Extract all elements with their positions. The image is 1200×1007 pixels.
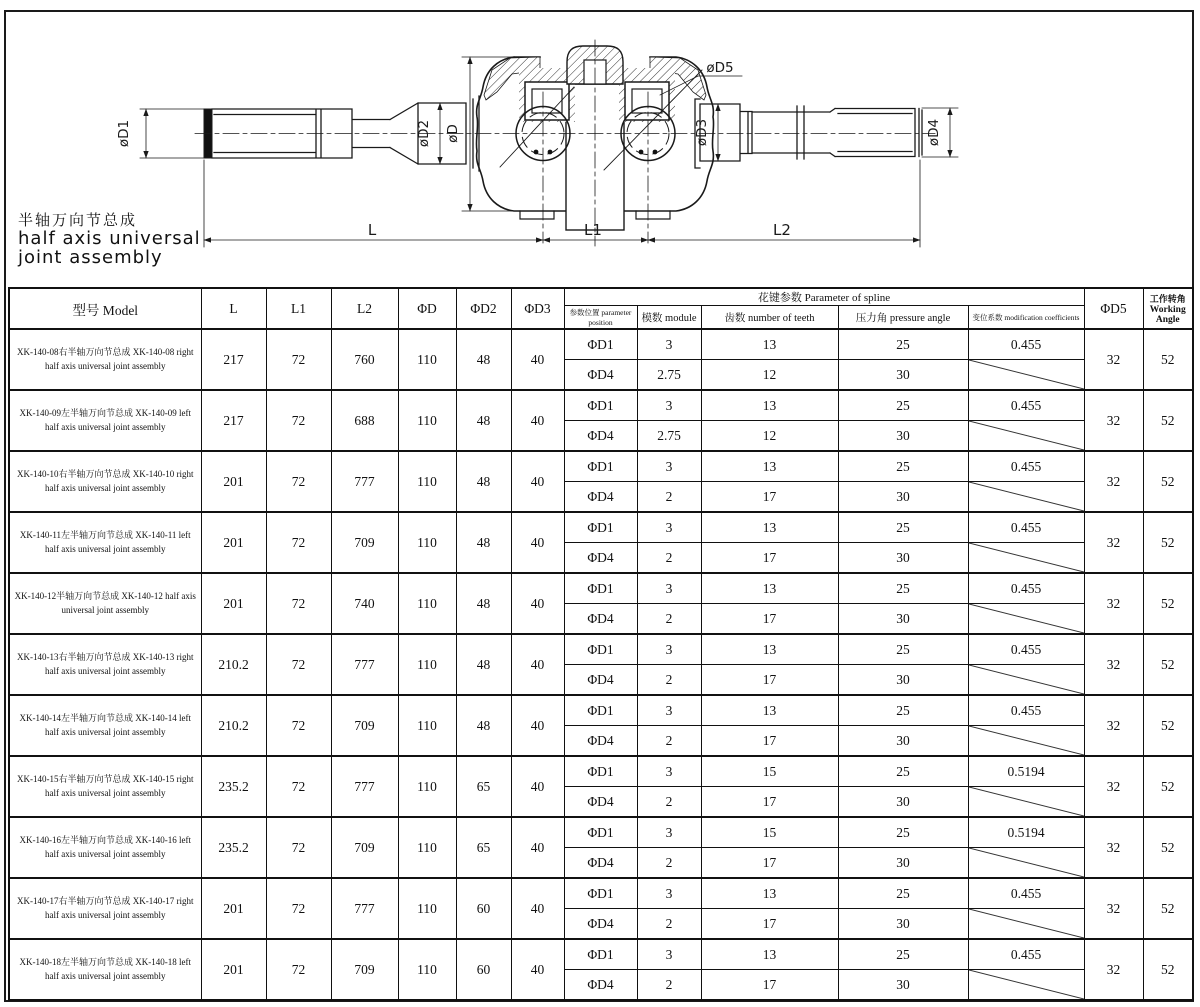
cell-D: 110 <box>398 573 456 634</box>
cell-D2: 60 <box>456 878 511 939</box>
cell-d1-module: 3 <box>637 756 701 787</box>
cell-d1-module: 3 <box>637 878 701 909</box>
cell-D2: 48 <box>456 329 511 390</box>
cell-d4-module: 2 <box>637 909 701 940</box>
diagonal-slash <box>969 909 1084 938</box>
cell-D2: 48 <box>456 390 511 451</box>
cell-working-angle: 52 <box>1143 939 1193 1000</box>
cell-L2: 709 <box>331 695 398 756</box>
cell-d1-coefficient: 0.455 <box>968 939 1084 970</box>
cell-d4-teeth: 17 <box>701 787 838 818</box>
header-model: 型号 Model <box>9 288 201 329</box>
model-cell: XK-140-12半轴万向节总成 XK-140-12 half axis universal joint assembly <box>9 573 201 634</box>
header-D5: ΦD5 <box>1084 288 1143 329</box>
header-D2: ΦD2 <box>456 288 511 329</box>
cell-d4-teeth: 17 <box>701 482 838 513</box>
label-d5: øD5 <box>706 60 734 76</box>
cell-D2: 48 <box>456 512 511 573</box>
cell-d4-module: 2 <box>637 970 701 1001</box>
cell-d4-module: 2 <box>637 848 701 879</box>
cell-d4-position: ΦD4 <box>564 604 637 635</box>
cell-d4-pressure: 30 <box>838 665 968 696</box>
diagonal-slash <box>969 787 1084 816</box>
cell-L: 217 <box>201 329 266 390</box>
header-D: ΦD <box>398 288 456 329</box>
table-row <box>9 512 1193 543</box>
cell-D3: 40 <box>511 573 564 634</box>
label-d: øD <box>445 124 461 143</box>
cell-d4-module: 2 <box>637 665 701 696</box>
diagonal-slash <box>969 604 1084 633</box>
cell-L2: 709 <box>331 939 398 1000</box>
cell-working-angle: 52 <box>1143 756 1193 817</box>
cell-d1-position: ΦD1 <box>564 512 637 543</box>
cell-d1-position: ΦD1 <box>564 329 637 360</box>
cell-d1-position: ΦD1 <box>564 390 637 421</box>
cell-L2: 740 <box>331 573 398 634</box>
cell-d1-coefficient: 0.455 <box>968 573 1084 604</box>
cell-d4-pressure: 30 <box>838 848 968 879</box>
cell-L1: 72 <box>266 756 331 817</box>
cell-d1-module: 3 <box>637 695 701 726</box>
cell-d1-teeth: 13 <box>701 512 838 543</box>
cell-d1-position: ΦD1 <box>564 817 637 848</box>
cell-D: 110 <box>398 756 456 817</box>
cell-L2: 688 <box>331 390 398 451</box>
cell-d4-module: 2 <box>637 726 701 757</box>
label-d1: øD1 <box>116 119 132 148</box>
cell-d1-module: 3 <box>637 634 701 665</box>
header-parameter-position: 参数位置 parameter position <box>564 306 637 330</box>
table-row <box>9 451 1193 482</box>
cell-L: 235.2 <box>201 756 266 817</box>
title-en-line1: half axis universal <box>18 227 201 249</box>
cell-D: 110 <box>398 939 456 1000</box>
model-cell: XK-140-11左半轴万向节总成 XK-140-11 left half axis universal joint assembly <box>9 512 201 573</box>
cell-d4-module: 2.75 <box>637 421 701 452</box>
cell-D3: 40 <box>511 451 564 512</box>
cell-D2: 48 <box>456 451 511 512</box>
cell-d1-teeth: 13 <box>701 695 838 726</box>
cell-working-angle: 52 <box>1143 390 1193 451</box>
cell-D3: 40 <box>511 878 564 939</box>
cell-d4-coefficient-blank <box>968 421 1084 452</box>
header-spline-banner: 花键参数 Parameter of spline <box>564 288 1084 306</box>
diagonal-slash <box>969 848 1084 877</box>
model-cell: XK-140-09左半轴万向节总成 XK-140-09 left half axis universal joint assembly <box>9 390 201 451</box>
cell-d1-coefficient: 0.455 <box>968 329 1084 360</box>
cell-d4-position: ΦD4 <box>564 848 637 879</box>
cell-d4-coefficient-blank <box>968 726 1084 757</box>
cell-D3: 40 <box>511 939 564 1000</box>
cell-D3: 40 <box>511 390 564 451</box>
cell-D3: 40 <box>511 817 564 878</box>
table-row <box>9 390 1193 421</box>
cell-d4-position: ΦD4 <box>564 970 637 1001</box>
cell-d4-module: 2 <box>637 543 701 574</box>
cell-d4-pressure: 30 <box>838 360 968 391</box>
table-row <box>9 329 1193 360</box>
cell-D5: 32 <box>1084 695 1143 756</box>
cell-d4-position: ΦD4 <box>564 482 637 513</box>
cell-d1-coefficient: 0.455 <box>968 695 1084 726</box>
cell-L1: 72 <box>266 512 331 573</box>
cell-d1-teeth: 13 <box>701 878 838 909</box>
header-L2: L2 <box>331 288 398 329</box>
cell-L: 201 <box>201 451 266 512</box>
model-cell: XK-140-18左半轴万向节总成 XK-140-18 left half axis universal joint assembly <box>9 939 201 1000</box>
cell-d1-teeth: 13 <box>701 329 838 360</box>
cell-d4-teeth: 17 <box>701 726 838 757</box>
cell-d1-module: 3 <box>637 512 701 543</box>
cell-d4-coefficient-blank <box>968 360 1084 391</box>
cell-D3: 40 <box>511 695 564 756</box>
label-L: L <box>367 221 377 239</box>
header-L1: L1 <box>266 288 331 329</box>
cell-D5: 32 <box>1084 390 1143 451</box>
diagonal-slash <box>969 482 1084 511</box>
model-cell: XK-140-10右半轴万向节总成 XK-140-10 right half axis universal joint assembly <box>9 451 201 512</box>
cell-d4-teeth: 17 <box>701 909 838 940</box>
label-L2: L2 <box>773 221 791 239</box>
cell-d1-pressure: 25 <box>838 695 968 726</box>
header-modification-coefficients: 变位系数 modification coefficients <box>968 306 1084 330</box>
cell-d4-position: ΦD4 <box>564 909 637 940</box>
table-row <box>9 817 1193 848</box>
cell-d1-coefficient: 0.455 <box>968 390 1084 421</box>
cell-D2: 48 <box>456 573 511 634</box>
label-d2: øD2 <box>416 119 432 148</box>
cell-L: 201 <box>201 512 266 573</box>
cell-d1-module: 3 <box>637 390 701 421</box>
cell-D5: 32 <box>1084 634 1143 695</box>
cell-d1-position: ΦD1 <box>564 573 637 604</box>
drawing-title-block <box>18 212 201 268</box>
cell-L1: 72 <box>266 451 331 512</box>
cell-L1: 72 <box>266 939 331 1000</box>
cell-D: 110 <box>398 817 456 878</box>
cell-D5: 32 <box>1084 878 1143 939</box>
cell-L2: 709 <box>331 512 398 573</box>
table-row <box>9 878 1193 909</box>
cell-d4-teeth: 12 <box>701 421 838 452</box>
model-cell: XK-140-08右半轴万向节总成 XK-140-08 right half axis universal joint assembly <box>9 329 201 390</box>
cell-d1-coefficient: 0.455 <box>968 878 1084 909</box>
cell-d4-coefficient-blank <box>968 909 1084 940</box>
cell-d1-module: 3 <box>637 817 701 848</box>
cell-L1: 72 <box>266 695 331 756</box>
cell-d4-pressure: 30 <box>838 421 968 452</box>
cell-D: 110 <box>398 695 456 756</box>
cell-d1-position: ΦD1 <box>564 756 637 787</box>
diagonal-slash <box>969 543 1084 572</box>
cell-d4-position: ΦD4 <box>564 421 637 452</box>
cell-L1: 72 <box>266 573 331 634</box>
cell-d1-module: 3 <box>637 329 701 360</box>
cell-D5: 32 <box>1084 329 1143 390</box>
label-L1: L1 <box>584 221 602 239</box>
cell-d4-coefficient-blank <box>968 665 1084 696</box>
cell-L1: 72 <box>266 390 331 451</box>
cell-working-angle: 52 <box>1143 512 1193 573</box>
cell-D2: 60 <box>456 939 511 1000</box>
cell-working-angle: 52 <box>1143 634 1193 695</box>
cell-d4-teeth: 12 <box>701 360 838 391</box>
cell-D2: 65 <box>456 817 511 878</box>
table-row <box>9 573 1193 604</box>
cell-D2: 48 <box>456 634 511 695</box>
cell-L: 201 <box>201 878 266 939</box>
cell-d4-coefficient-blank <box>968 970 1084 1001</box>
cell-D2: 65 <box>456 756 511 817</box>
table-row <box>9 939 1193 970</box>
cell-D5: 32 <box>1084 512 1143 573</box>
cell-D: 110 <box>398 878 456 939</box>
cell-D5: 32 <box>1084 451 1143 512</box>
cell-d4-teeth: 17 <box>701 970 838 1001</box>
cell-d1-coefficient: 0.455 <box>968 451 1084 482</box>
header-D3: ΦD3 <box>511 288 564 329</box>
cell-working-angle: 52 <box>1143 573 1193 634</box>
cell-L2: 777 <box>331 756 398 817</box>
cell-working-angle: 52 <box>1143 878 1193 939</box>
cell-d4-module: 2 <box>637 787 701 818</box>
cell-d1-pressure: 25 <box>838 756 968 787</box>
cell-d1-position: ΦD1 <box>564 451 637 482</box>
cell-d1-position: ΦD1 <box>564 878 637 909</box>
cell-d4-teeth: 17 <box>701 665 838 696</box>
header-working-angle-en: Working Angle <box>1149 305 1186 325</box>
cell-d1-module: 3 <box>637 573 701 604</box>
cell-D3: 40 <box>511 634 564 695</box>
cell-d1-pressure: 25 <box>838 329 968 360</box>
model-cell: XK-140-16左半轴万向节总成 XK-140-16 left half axis universal joint assembly <box>9 817 201 878</box>
cell-D2: 48 <box>456 695 511 756</box>
model-cell: XK-140-14左半轴万向节总成 XK-140-14 left half axis universal joint assembly <box>9 695 201 756</box>
cell-L1: 72 <box>266 634 331 695</box>
cell-working-angle: 52 <box>1143 451 1193 512</box>
cell-d1-position: ΦD1 <box>564 634 637 665</box>
cell-D: 110 <box>398 634 456 695</box>
header-working-angle <box>1143 288 1193 329</box>
cell-L2: 777 <box>331 634 398 695</box>
diagonal-slash <box>969 665 1084 694</box>
cell-d4-module: 2 <box>637 482 701 513</box>
cell-d4-coefficient-blank <box>968 482 1084 513</box>
title-en-line2: joint assembly <box>18 247 163 269</box>
cell-D5: 32 <box>1084 939 1143 1000</box>
cell-L1: 72 <box>266 329 331 390</box>
cell-d1-pressure: 25 <box>838 634 968 665</box>
cell-L: 201 <box>201 573 266 634</box>
cell-D: 110 <box>398 390 456 451</box>
header-module: 模数 module <box>637 306 701 330</box>
cell-L: 210.2 <box>201 695 266 756</box>
cell-L1: 72 <box>266 878 331 939</box>
cell-L: 217 <box>201 390 266 451</box>
cell-d4-position: ΦD4 <box>564 665 637 696</box>
cell-d1-pressure: 25 <box>838 512 968 543</box>
cell-working-angle: 52 <box>1143 817 1193 878</box>
cell-d1-coefficient: 0.5194 <box>968 817 1084 848</box>
cell-d1-position: ΦD1 <box>564 939 637 970</box>
model-cell: XK-140-15右半轴万向节总成 XK-140-15 right half axis universal joint assembly <box>9 756 201 817</box>
header-L: L <box>201 288 266 329</box>
cell-d4-position: ΦD4 <box>564 543 637 574</box>
cell-d4-pressure: 30 <box>838 482 968 513</box>
header-pressure-angle: 压力角 pressure angle <box>838 306 968 330</box>
cell-d1-position: ΦD1 <box>564 695 637 726</box>
diagonal-slash <box>969 726 1084 755</box>
cell-D5: 32 <box>1084 817 1143 878</box>
cell-d1-pressure: 25 <box>838 573 968 604</box>
cell-D: 110 <box>398 451 456 512</box>
diagonal-slash <box>969 421 1084 450</box>
spec-table-wrap <box>8 287 1194 1001</box>
cell-d1-teeth: 15 <box>701 756 838 787</box>
cell-d1-teeth: 13 <box>701 573 838 604</box>
cell-L: 201 <box>201 939 266 1000</box>
title-zh: 半轴万向节总成 <box>18 211 138 229</box>
label-d3: øD3 <box>694 118 710 147</box>
cell-d4-coefficient-blank <box>968 848 1084 879</box>
diagonal-slash <box>969 360 1084 389</box>
cell-d4-teeth: 17 <box>701 604 838 635</box>
cell-d1-module: 3 <box>637 451 701 482</box>
cell-L2: 777 <box>331 451 398 512</box>
cell-d1-pressure: 25 <box>838 451 968 482</box>
cell-D5: 32 <box>1084 573 1143 634</box>
header-working-angle-zh: 工作转角 <box>1149 294 1186 304</box>
table-row <box>9 634 1193 665</box>
cell-D3: 40 <box>511 756 564 817</box>
cell-D: 110 <box>398 512 456 573</box>
cell-d1-pressure: 25 <box>838 817 968 848</box>
cell-d4-module: 2.75 <box>637 360 701 391</box>
header-number-of-teeth: 齿数 number of teeth <box>701 306 838 330</box>
cell-L2: 777 <box>331 878 398 939</box>
cell-d4-position: ΦD4 <box>564 787 637 818</box>
table-row <box>9 756 1193 787</box>
cell-d1-teeth: 13 <box>701 451 838 482</box>
cell-L1: 72 <box>266 817 331 878</box>
cell-d1-teeth: 15 <box>701 817 838 848</box>
cell-d4-pressure: 30 <box>838 543 968 574</box>
cell-d4-teeth: 17 <box>701 848 838 879</box>
cell-d1-module: 3 <box>637 939 701 970</box>
cell-d4-pressure: 30 <box>838 726 968 757</box>
cell-working-angle: 52 <box>1143 695 1193 756</box>
spec-table <box>8 287 1194 1001</box>
cell-d1-pressure: 25 <box>838 878 968 909</box>
cell-D3: 40 <box>511 329 564 390</box>
cell-d4-pressure: 30 <box>838 970 968 1001</box>
cell-d4-coefficient-blank <box>968 543 1084 574</box>
cell-d4-position: ΦD4 <box>564 726 637 757</box>
model-cell: XK-140-13右半轴万向节总成 XK-140-13 right half axis universal joint assembly <box>9 634 201 695</box>
cell-d4-pressure: 30 <box>838 909 968 940</box>
cell-working-angle: 52 <box>1143 329 1193 390</box>
cell-d4-module: 2 <box>637 604 701 635</box>
cell-D3: 40 <box>511 512 564 573</box>
cell-d4-position: ΦD4 <box>564 360 637 391</box>
cell-d1-teeth: 13 <box>701 390 838 421</box>
diagonal-slash <box>969 970 1084 999</box>
cell-d4-coefficient-blank <box>968 604 1084 635</box>
cell-D5: 32 <box>1084 756 1143 817</box>
cell-L: 235.2 <box>201 817 266 878</box>
label-d4: øD4 <box>926 118 942 147</box>
cell-d4-pressure: 30 <box>838 787 968 818</box>
cell-L: 210.2 <box>201 634 266 695</box>
cell-d4-coefficient-blank <box>968 787 1084 818</box>
cell-d1-coefficient: 0.455 <box>968 512 1084 543</box>
cell-d1-coefficient: 0.455 <box>968 634 1084 665</box>
table-row <box>9 695 1193 726</box>
cell-d1-coefficient: 0.5194 <box>968 756 1084 787</box>
cell-d4-teeth: 17 <box>701 543 838 574</box>
cell-d1-teeth: 13 <box>701 939 838 970</box>
cell-d4-pressure: 30 <box>838 604 968 635</box>
cell-d1-pressure: 25 <box>838 390 968 421</box>
cell-L2: 760 <box>331 329 398 390</box>
cell-D: 110 <box>398 329 456 390</box>
cell-L2: 709 <box>331 817 398 878</box>
model-cell: XK-140-17右半轴万向节总成 XK-140-17 right half axis universal joint assembly <box>9 878 201 939</box>
cell-d1-teeth: 13 <box>701 634 838 665</box>
cell-d1-pressure: 25 <box>838 939 968 970</box>
